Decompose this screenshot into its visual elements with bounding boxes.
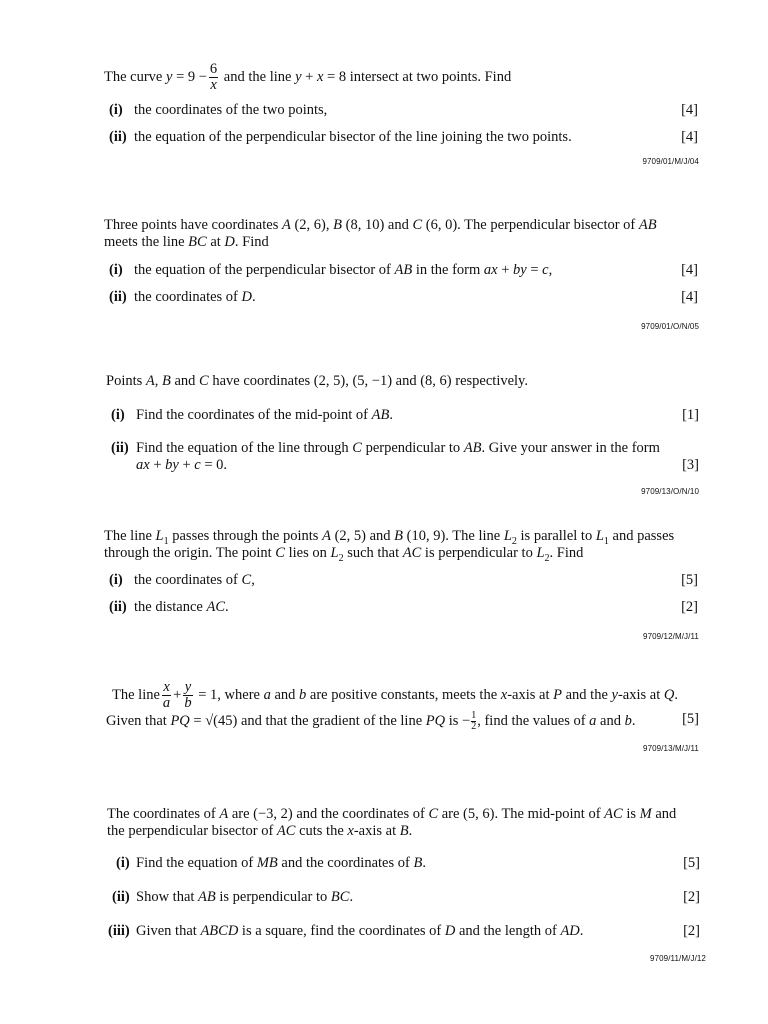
part-label: (ii) [109,599,127,615]
text: . [225,599,229,615]
part-label: (i) [109,572,123,588]
math-var: AB [198,889,216,905]
part-text: the coordinates of the two points, [134,102,328,118]
text: is a square, find the coordinates of [238,923,445,939]
text: . [631,712,636,729]
text: Find the equation of [136,855,257,871]
text: and [596,712,625,729]
part-text [136,855,426,872]
text: the coordinates of [134,572,242,588]
subscript: 1 [603,535,609,547]
mark-allocation: [2] [681,599,698,615]
text: cuts the [295,823,348,839]
text: = √(45) and that the gradient of the line [189,712,426,729]
text: -axis at [507,686,554,703]
text: + [178,457,195,473]
question-2-intro-line2 [104,234,269,251]
text: (10, 9). The line [403,528,504,544]
part-text [134,289,256,306]
question-5-line2 [106,711,635,732]
math-var: by [513,262,527,278]
text: and [270,686,300,703]
text: , [154,373,162,389]
math-var: A [219,806,229,822]
fraction-denominator: x [210,77,217,93]
part-label: (i) [109,262,123,278]
math-var: c [194,457,201,473]
text: . [349,889,354,905]
question-6-intro-line2 [107,823,412,840]
text: (6, 0). The perpendicular bisector of [422,217,639,233]
math-var: B [394,528,404,544]
text: are (5, 6). The mid-point of [438,806,605,822]
math-var: ABCD [200,923,239,939]
part-text: the equation of the perpendicular bisector of the line joining the two points. [134,129,572,145]
question-3-intro [106,373,528,390]
text: + [149,457,166,473]
math-var: D [224,234,235,250]
question-4-intro-line2 [104,545,583,562]
math-var: AB [371,407,390,423]
subscript: 1 [163,535,169,547]
part-text [134,599,229,616]
math-var: P [553,686,562,703]
math-var: PQ [170,712,190,729]
part-label: (i) [116,855,130,871]
paper-reference: 9709/13/O/N/10 [641,487,699,496]
text: = 9 − [172,68,207,85]
fraction-numerator: 1 [471,710,477,721]
text: Show that [136,889,199,905]
part-label: (i) [111,407,125,423]
math-var: A [322,528,331,544]
text: , find the values of [477,712,590,729]
math-var: PQ [425,712,446,729]
math-var: AB [638,217,657,233]
math-var: BC [188,234,207,250]
math-var: L [330,545,339,561]
math-var: L [155,528,164,544]
text: Find the equation of the line through [136,440,353,456]
subscript: 2 [338,552,344,564]
text: . [422,855,426,871]
part-text [136,889,353,906]
part-label: (ii) [109,289,127,305]
mark-allocation: [3] [682,457,699,473]
mark-allocation: [2] [683,889,700,905]
text: meets the line [104,234,189,250]
text: Given that [106,712,171,729]
text: Given that [136,923,201,939]
math-var: ax [483,262,498,278]
part-label: (i) [109,102,123,118]
math-var: x [347,823,354,839]
mark-allocation: [5] [683,855,700,871]
fraction [162,680,171,711]
math-var: AC [402,545,422,561]
math-var: MB [256,855,278,871]
subscript: 2 [511,535,517,547]
text: the distance [134,599,207,615]
math-var: C [199,373,209,389]
mark-allocation: [1] [682,407,699,423]
fraction-denominator: 2 [471,721,477,732]
paper-reference: 9709/11/M/J/12 [650,954,706,963]
math-var: b [624,712,632,729]
fraction-denominator: a [162,695,171,711]
text: Find the coordinates of the mid-point of [136,407,372,423]
math-var: B [162,373,171,389]
math-var: A [281,217,291,233]
text: + [497,262,514,278]
text: + [173,686,182,703]
fraction [183,680,192,711]
question-2-intro-line1 [104,217,657,234]
text: Points [106,373,146,389]
text: and passes [608,528,675,544]
part-text [134,572,255,589]
math-var: AB [463,440,482,456]
text: at [206,234,225,250]
text: and the coordinates of [277,855,414,871]
text: . [408,823,413,839]
mark-allocation: [4] [681,289,698,305]
text: The line [112,686,160,703]
question-5-line1 [112,680,678,711]
part-label: (ii) [109,129,127,145]
text: the equation of the perpendicular bisector of [134,262,395,278]
text: is − [445,712,471,729]
text: . Give your answer in the form [481,440,660,456]
text: = 0. [200,457,227,473]
paper-reference: 9709/13/M/J/11 [643,744,699,753]
math-var: M [639,806,652,822]
math-var: AD [560,923,580,939]
math-var: x [316,68,324,85]
math-var: a [589,712,597,729]
fraction-denominator: b [184,695,192,711]
mark-allocation: [4] [681,262,698,278]
math-var: B [413,855,423,871]
mark-allocation: [2] [683,923,700,939]
text: are (−3, 2) and the coordinates of [228,806,429,822]
math-var: c [542,262,549,278]
text: The coordinates of [107,806,220,822]
text: = 1, where [194,686,264,703]
text: . [674,686,678,703]
question-6-intro-line1 [107,806,676,823]
text: the coordinates of [134,289,242,305]
text: = [526,262,543,278]
text: is [622,806,640,822]
text: are positive constants, meets the [306,686,501,703]
math-var: y [166,68,173,85]
text: , [251,572,255,588]
math-var: L [595,528,604,544]
mark-allocation: [5] [681,572,698,588]
text: the perpendicular bisector of [107,823,277,839]
text: . Find [234,234,269,250]
text: Three points have coordinates [104,217,282,233]
math-var: ax [136,457,150,473]
mark-allocation: [4] [681,129,698,145]
text: -axis at [353,823,400,839]
text: and the length of [455,923,561,939]
text: and [651,806,677,822]
math-var: L [536,545,545,561]
question-1-intro [104,62,511,93]
part-text [136,923,583,940]
part-text-line2 [136,457,227,474]
fraction-numerator: 6 [209,61,218,77]
text: perpendicular to [361,440,464,456]
text: . Find [549,545,584,561]
text: (2, 5) and [330,528,395,544]
fraction [471,711,476,732]
text: and the [561,686,612,703]
part-label: (iii) [108,923,130,939]
text: (2, 6), [290,217,334,233]
text: passes through the points [168,528,323,544]
question-4-intro-line1 [104,528,674,545]
math-var: L [503,528,512,544]
math-var: D [444,923,456,939]
paper-reference: 9709/01/M/J/04 [642,157,699,166]
paper-reference: 9709/01/O/N/05 [641,322,699,331]
text: -axis at [617,686,664,703]
text: such that [343,545,403,561]
text: and the line [220,68,296,85]
text: lies on [284,545,331,561]
text: is perpendicular to [215,889,331,905]
math-var: b [299,686,307,703]
math-var: C [428,806,439,822]
text: . [579,923,584,939]
text: + [301,68,317,85]
math-var: AC [276,823,296,839]
math-var: B [399,823,409,839]
text: is perpendicular to [421,545,537,561]
math-var: C [352,440,362,456]
part-label: (ii) [111,440,129,456]
text: have coordinates (2, 5), (5, −1) and (8, 6) respectively. [208,373,528,389]
math-var: by [165,457,179,473]
math-var: C [275,545,285,561]
text: . [252,289,256,305]
subscript: 2 [544,552,550,564]
part-text-line1 [136,440,660,457]
math-var: Q [663,686,675,703]
math-var: A [145,373,155,389]
math-var: C [241,572,252,588]
math-var: y [295,68,302,85]
math-var: AC [604,806,623,822]
text: The line [104,528,156,544]
text: , [548,262,553,278]
text: The curve [104,68,166,85]
math-var: a [263,686,271,703]
mark-allocation: [4] [681,102,698,118]
text: through the origin. The point [104,545,276,561]
paper-reference: 9709/12/M/J/11 [643,632,699,641]
text: and [170,373,200,389]
fraction-numerator: y [184,679,192,695]
math-var: D [241,289,252,305]
math-var: y [611,686,618,703]
text: (8, 10) and [341,217,413,233]
part-text [134,262,552,279]
math-var: B [333,217,342,233]
fraction [209,62,218,93]
text: . [389,407,393,423]
text: in the form [412,262,484,278]
part-label: (ii) [112,889,130,905]
math-var: BC [330,889,350,905]
math-var: AC [206,599,226,615]
fraction-numerator: x [163,679,170,695]
part-text [136,407,393,424]
math-var: x [500,686,508,703]
math-var: C [412,217,423,233]
text: = 8 intersect at two points. Find [323,68,512,85]
math-var: AB [394,262,413,278]
text: is parallel to [516,528,596,544]
mark-allocation: [5] [682,711,699,727]
